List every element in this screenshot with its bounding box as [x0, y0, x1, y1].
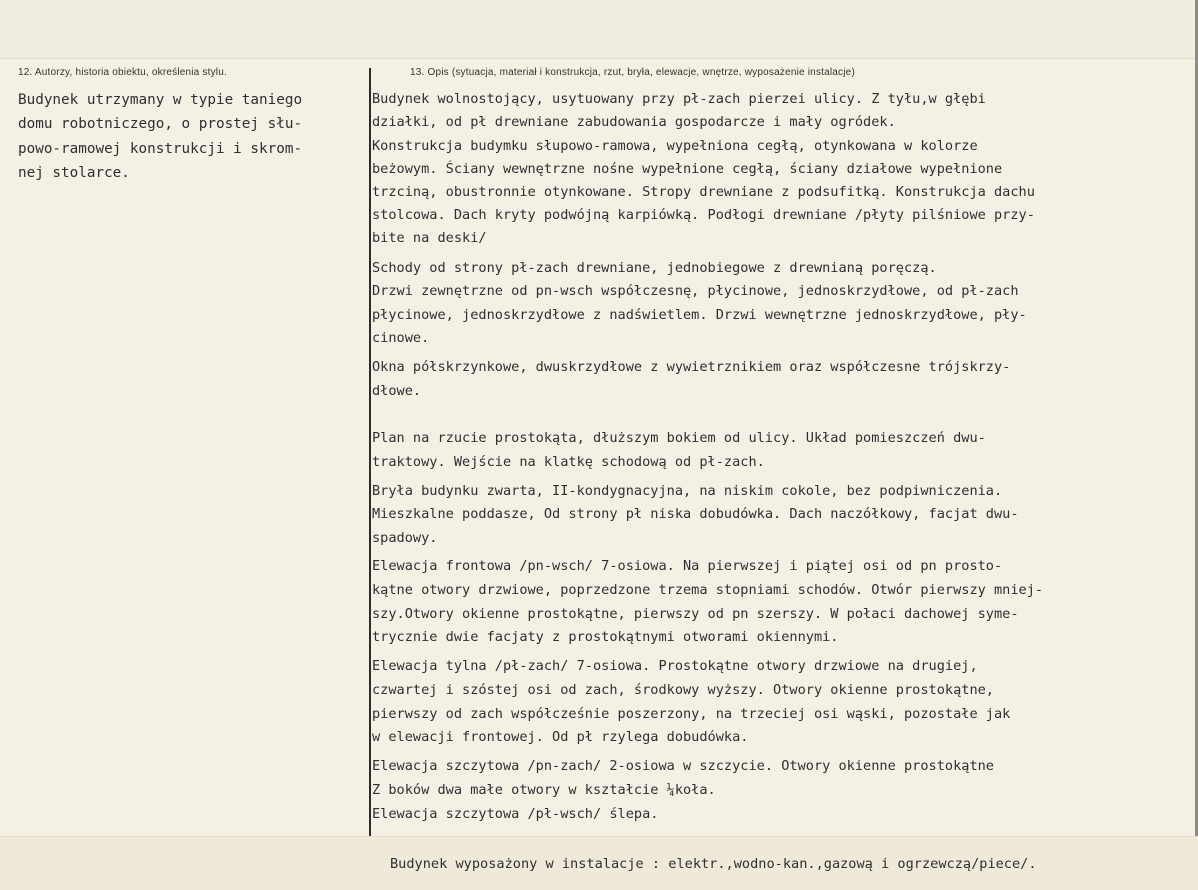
left-line: Budynek utrzymany w typie taniego [18, 92, 303, 108]
right-line: Okna półskrzynkowe, dwuskrzydłowe z wywietrznikiem oraz współczesne trójskrzy- [372, 359, 1011, 375]
form-header-band [0, 0, 1198, 59]
right-line: Mieszkalne poddasze, Od strony pł niska dobudówka. Dach naczółkowy, facjat dwu- [372, 506, 1019, 522]
right-line: trzciną, obustronnie otynkowane. Stropy drewniane z podsufitką. Konstrukcja dachu [372, 184, 1035, 200]
right-line: dłowe. [372, 383, 422, 399]
installations-line: Budynek wyposażony w instalacje : elektr.,wodno-kan.,gazową i ogrzewczą/piece/. [390, 856, 1037, 872]
left-field-header: 12. Autorzy, historia obiektu, określenia stylu. [18, 67, 227, 78]
right-line: w elewacji frontowej. Od pł rzylega dobudówka. [372, 729, 749, 745]
right-field-header: 13. Opis (sytuacja, materiał i konstrukcja, rzut, bryła, elewacje, wnętrze, wyposażenie instalacje) [410, 67, 855, 78]
right-line: kątne otwory drzwiowe, poprzedzone trzema stopniami schodów. Otwór pierwszy mniej- [372, 582, 1044, 598]
right-line: bite na deski/ [372, 230, 487, 246]
right-line: traktowy. Wejście na klatkę schodową od pł-zach. [372, 454, 765, 470]
right-line: stolcowa. Dach kryty podwójną karpiówką. Podłogi drewniane /płyty pilśniowe przy- [372, 207, 1035, 223]
left-line: domu robotniczego, o prostej słu- [18, 116, 303, 132]
left-line: powo-ramowej konstrukcji i skrom- [18, 141, 303, 157]
right-line: Bryła budynku zwarta, II-kondygnacyjna, na niskim cokole, bez podpiwniczenia. [372, 483, 1003, 499]
right-line: beżowym. Ściany wewnętrzne nośne wypełnione cegłą, ściany działowe wypełnione [372, 161, 1003, 177]
left-line: nej stolarce. [18, 165, 130, 181]
right-line: Plan na rzucie prostokąta, dłuższym bokiem od ulicy. Układ pomieszczeń dwu- [372, 430, 986, 446]
right-line: Elewacja szczytowa /pn-zach/ 2-osiowa w szczycie. Otwory okienne prostokątne [372, 758, 994, 774]
right-line: spadowy. [372, 530, 438, 546]
column-divider [369, 68, 371, 836]
right-line: Z boków dwa małe otwory w kształcie ¼koła. [372, 782, 716, 798]
right-line: czwartej i szóstej osi od zach, środkowy wyższy. Otwory okienne prostokątne, [372, 682, 994, 698]
right-line: cinowe. [372, 330, 430, 346]
right-line: Elewacja tylna /pł-zach/ 7-osiowa. Prostokątne otwory drzwiowe na drugiej, [372, 658, 978, 674]
right-line: płycinowe, jednoskrzydłowe z nadświetlem. Drzwi wewnętrzne jednoskrzydłowe, pły- [372, 307, 1027, 323]
right-line: Konstrukcja budymku słupowo-ramowa, wypełniona cegłą, otynkowana w kolorze [372, 138, 978, 154]
right-line: działki, od pł drewniane zabudowania gospodarcze i mały ogródek. [372, 114, 896, 130]
right-line: trycznie dwie facjaty z prostokątnymi otworami okiennymi. [372, 629, 839, 645]
right-line: Budynek wolnostojący, usytuowany przy pł-zach pierzei ulicy. Z tyłu,w głębi [372, 91, 986, 107]
right-line: Elewacja szczytowa /pł-wsch/ ślepa. [372, 806, 659, 822]
right-line: Drzwi zewnętrzne od pn-wsch współczesnę, płycinowe, jednoskrzydłowe, od pł-zach [372, 283, 1019, 299]
right-line: pierwszy od zach współcześnie poszerzony, na trzeciej osi wąski, pozostałe jak [372, 706, 1011, 722]
right-line: szy.Otwory okienne prostokątne, pierwszy od pn szerszy. W połaci dachowej syme- [372, 606, 1019, 622]
right-line: Elewacja frontowa /pn-wsch/ 7-osiowa. Na pierwszej i piątej osi od pn prosto- [372, 558, 1003, 574]
right-line: Schody od strony pł-zach drewniane, jednobiegowe z drewnianą poręczą. [372, 260, 937, 276]
